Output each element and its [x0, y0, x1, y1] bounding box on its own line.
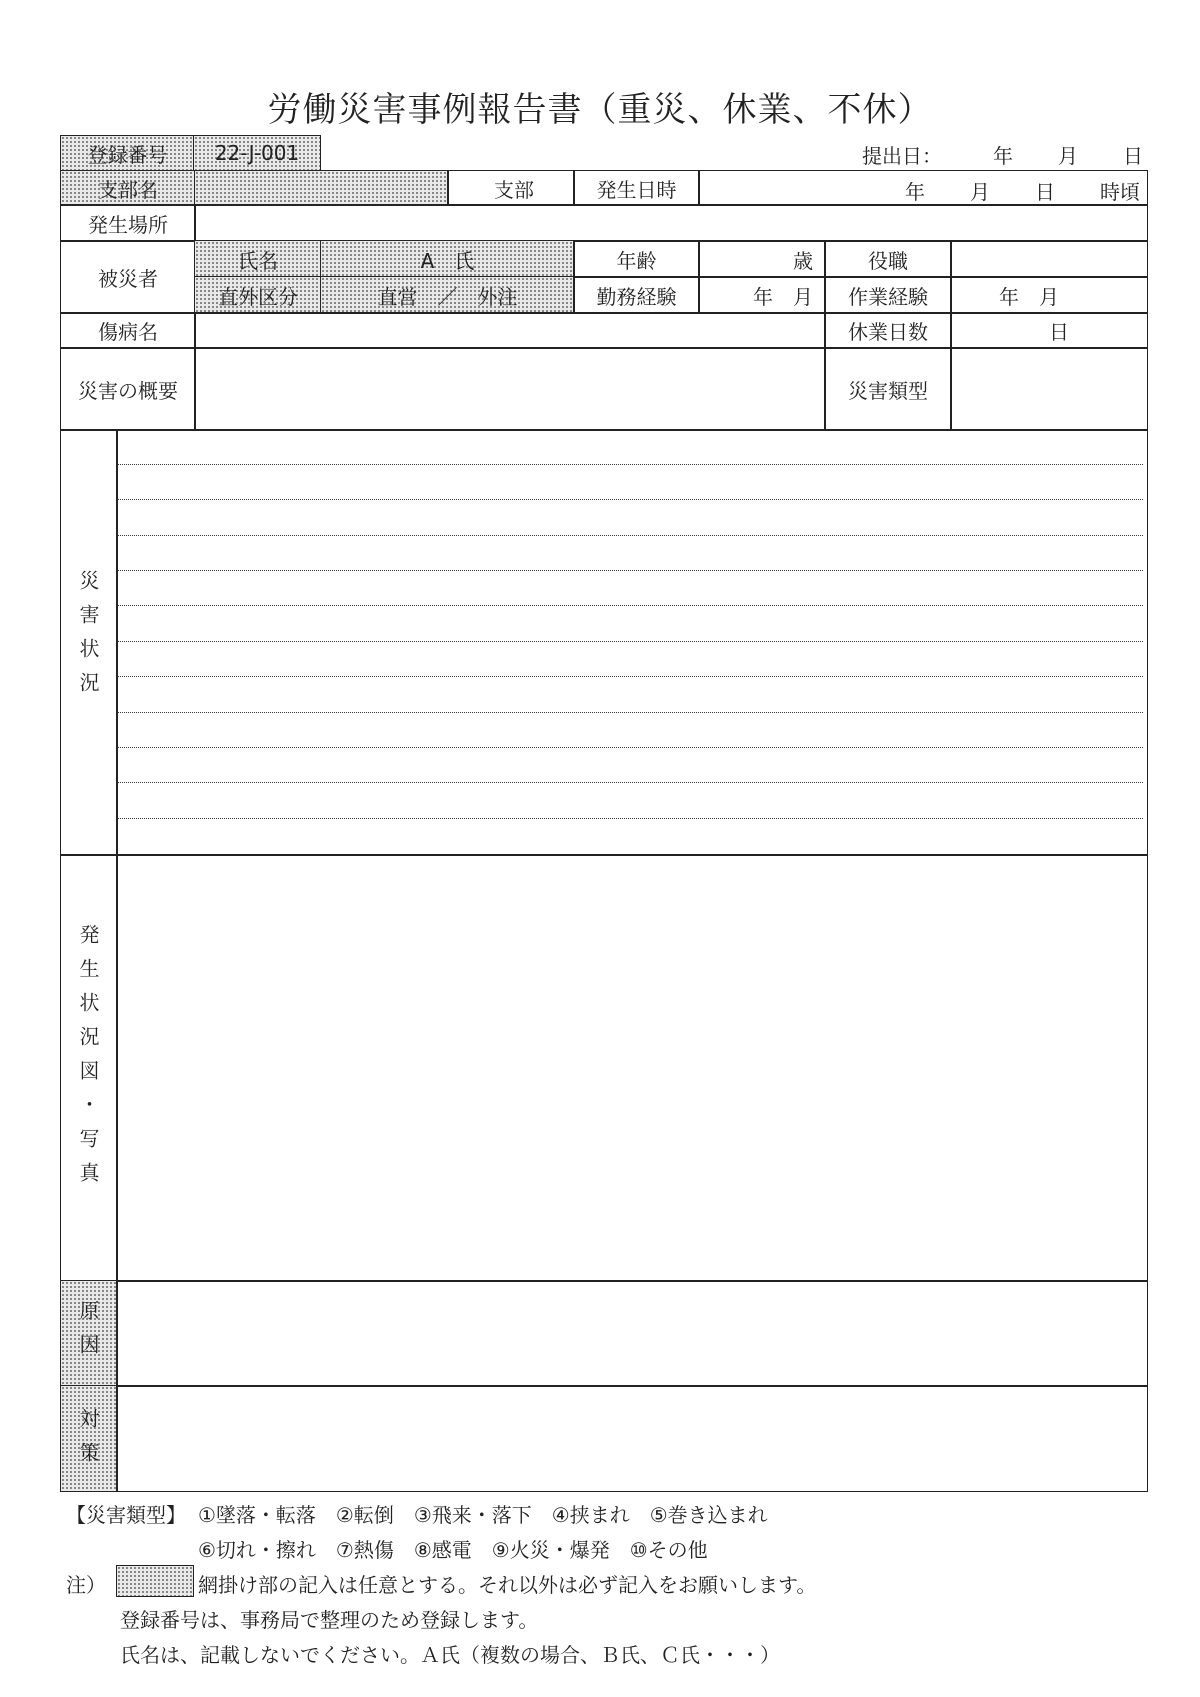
- injury-label: [60, 312, 196, 349]
- disaster-type-input[interactable]: [950, 347, 1148, 431]
- situation-rule: [117, 747, 1143, 748]
- age-label: [573, 240, 700, 278]
- datetime-month: 月: [970, 180, 990, 204]
- leave-days-input[interactable]: [950, 312, 1148, 349]
- registration-label: [60, 135, 195, 171]
- disaster-type-label: [824, 347, 952, 431]
- situation-rule: [117, 570, 1143, 571]
- work-experience-label-text: 作業経験: [848, 284, 928, 309]
- datetime-day: 日: [1035, 180, 1055, 204]
- branch-suffix-text: 支部: [494, 177, 534, 202]
- class-label-text: 直外区分: [218, 284, 298, 309]
- types-line-1: ①墜落・転落 ②転倒 ③飛来・落下 ④挟まれ ⑤巻き込まれ: [198, 1503, 768, 1527]
- cause-input[interactable]: [116, 1280, 1148, 1387]
- summary-input[interactable]: [194, 347, 826, 431]
- place-label-text: 発生場所: [88, 212, 168, 237]
- position-label: [824, 240, 952, 278]
- class-input[interactable]: [320, 276, 575, 314]
- page-title: 労働災害事例報告書（重災、休業、不休）: [267, 90, 933, 130]
- victim-label: [60, 240, 196, 314]
- name-label-text: 氏名: [238, 248, 278, 273]
- age-label-text: 年齢: [616, 248, 657, 273]
- work-experience-value: 年 月: [999, 284, 1059, 309]
- situation-label: 災害状況: [76, 570, 100, 706]
- situation-rule: [117, 499, 1143, 500]
- situation-input[interactable]: [116, 429, 1148, 856]
- branch-label-text: 支部名: [98, 177, 158, 202]
- work-experience-label: [824, 276, 952, 314]
- measures-label: 対策: [76, 1408, 100, 1476]
- position-input[interactable]: [950, 240, 1148, 278]
- datetime-time: 時頃: [1100, 180, 1140, 204]
- note-prefix: 注）: [66, 1573, 106, 1597]
- measures-input[interactable]: [116, 1385, 1148, 1492]
- submit-month: 月: [1058, 144, 1078, 168]
- experience-value: 年 月: [753, 284, 813, 309]
- situation-rule: [117, 605, 1143, 606]
- leave-days-unit: 日: [1049, 320, 1069, 344]
- situation-rule: [117, 641, 1143, 642]
- submit-day: 日: [1123, 144, 1143, 168]
- leave-days-label: [824, 312, 952, 349]
- diagram-label: 発生状況図・写真: [76, 924, 100, 1196]
- age-input[interactable]: [698, 240, 826, 278]
- position-label-text: 役職: [868, 248, 908, 273]
- registration-label-text: 登録番号: [87, 142, 168, 167]
- hatch-legend-swatch: [116, 1565, 194, 1597]
- leave-days-label-text: 休業日数: [848, 320, 928, 344]
- class-value: 直営 ／ 外注: [377, 284, 518, 309]
- situation-rule: [117, 535, 1143, 536]
- datetime-label: [573, 170, 700, 206]
- name-input[interactable]: [320, 240, 575, 278]
- cause-label: 原因: [76, 1300, 100, 1368]
- age-unit: 歳: [793, 248, 813, 273]
- name-label: [194, 240, 322, 278]
- diagram-input[interactable]: [116, 854, 1148, 1282]
- disaster-type-label-text: 災害類型: [848, 378, 928, 403]
- datetime-year: 年: [905, 180, 925, 204]
- summary-label-text: 災害の概要: [78, 378, 178, 403]
- situation-rule: [117, 782, 1143, 783]
- place-input[interactable]: [194, 204, 1148, 242]
- experience-label-text: 勤務経験: [596, 284, 677, 309]
- registration-value[interactable]: [193, 135, 321, 171]
- experience-label: [573, 276, 700, 314]
- types-line-2: ⑥切れ・擦れ ⑦熱傷 ⑧感電 ⑨火災・爆発 ⑩その他: [198, 1538, 708, 1562]
- work-experience-input[interactable]: [950, 276, 1148, 314]
- place-label: [60, 204, 196, 242]
- datetime-label-text: 発生日時: [596, 177, 677, 202]
- victim-label-text: 被災者: [98, 266, 158, 291]
- submit-year: 年: [993, 144, 1013, 168]
- situation-rule: [117, 712, 1143, 713]
- experience-input[interactable]: [698, 276, 826, 314]
- summary-label: [60, 347, 196, 431]
- branch-input[interactable]: [194, 170, 449, 206]
- registration-value-text: 22-J-001: [214, 141, 300, 165]
- name-value: A 氏: [420, 248, 475, 273]
- injury-label-text: 傷病名: [98, 320, 158, 344]
- types-heading: 【災害類型】: [66, 1503, 186, 1527]
- class-label: [194, 276, 322, 314]
- note-line-3: 氏名は、記載しないでください。Ａ氏（複数の場合、Ｂ氏、Ｃ氏・・・）: [120, 1643, 780, 1667]
- submit-date-label: 提出日：: [862, 144, 942, 168]
- branch-suffix: [447, 170, 575, 206]
- situation-rule: [117, 464, 1143, 465]
- note-line-2: 登録番号は、事務局で整理のため登録します。: [120, 1608, 539, 1632]
- situation-rule: [117, 818, 1143, 819]
- injury-input[interactable]: [194, 312, 826, 349]
- branch-label: [60, 170, 196, 206]
- situation-rule: [117, 676, 1143, 677]
- note-line-1: 網掛け部の記入は任意とする。それ以外は必ず記入をお願いします。: [198, 1573, 817, 1597]
